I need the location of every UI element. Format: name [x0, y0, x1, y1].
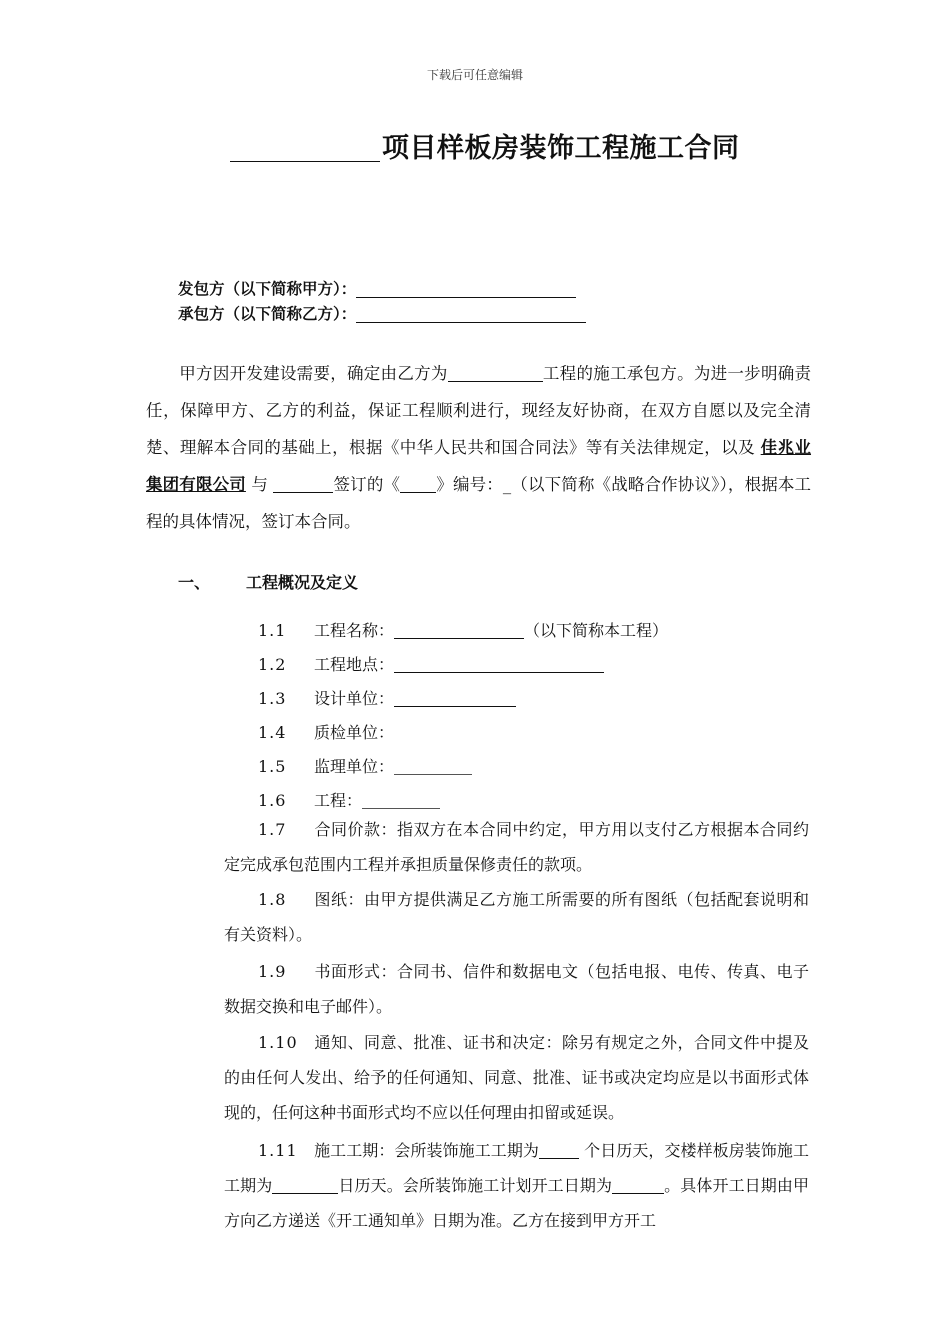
item-1-4 [258, 720, 394, 743]
intro-text-3: 与 [245, 475, 274, 494]
intro-text-2: 工程的施工承包方。为进一步明确责任，保障甲方、乙方的利益，保证工程顺利进行，现经友好协商，在双方自愿以及完全清楚、理解本合同的基础上，根据《中华人民共和国合同法》等有关法律规定，以及 [146, 364, 812, 457]
section-number: 一、 [178, 573, 211, 592]
item-number: 1.5 [258, 757, 287, 776]
item-blank [362, 795, 440, 809]
intro-paragraph [146, 355, 811, 540]
intro-text-5: 》编号：_（以下简称《战略合作协议》），根据本工程的具体情况，签订本合同。 [146, 475, 812, 531]
item-blank-1 [539, 1144, 579, 1159]
item-blank [394, 625, 524, 639]
item-text-b: 个日历天，交楼样板房装饰施工工期为 [224, 1141, 809, 1195]
item-1-2 [258, 652, 604, 675]
party-a-label: 发包方（以下简称甲方）： [178, 280, 357, 298]
item-label: 工程： [314, 791, 363, 810]
page-title [230, 126, 740, 165]
item-label: 质检单位： [314, 723, 395, 742]
title-text: 项目样板房装饰工程施工合同 [382, 133, 740, 164]
item-number: 1.6 [258, 791, 287, 810]
party-b-blank [356, 308, 586, 323]
item-number: 1.9 [258, 962, 287, 981]
item-label: 监理单位： [314, 757, 395, 776]
intro-text-1: 甲方因开发建设需要，确定由乙方为 [179, 364, 448, 383]
item-text: 书面形式：合同书、信件和数据电文（包括电报、电传、传真、电子数据交换和电子邮件）。 [224, 962, 809, 1016]
party-b [178, 302, 586, 324]
item-1-5 [258, 754, 472, 777]
section-title: 工程概况及定义 [246, 573, 359, 592]
item-label: 工程名称： [314, 621, 395, 640]
item-number: 1.4 [258, 723, 287, 742]
item-1-8 [224, 882, 809, 952]
item-suffix: （以下简称本工程） [524, 621, 669, 640]
item-1-7 [224, 812, 809, 882]
item-1-1 [258, 618, 668, 641]
item-blank [394, 693, 516, 707]
title-blank [230, 135, 380, 162]
item-text-c: 日历天。会所装饰施工计划开工日期为 [338, 1176, 613, 1195]
section-heading [178, 570, 358, 593]
item-1-6 [258, 788, 440, 811]
item-1-11 [224, 1133, 809, 1238]
party-a-blank [356, 283, 576, 298]
item-text-d: 。具体开工日期由甲方向乙方递送《开工通知单》日期为准。乙方在接到甲方开工 [224, 1176, 809, 1230]
intro-blank-1 [448, 367, 543, 382]
item-number: 1.2 [258, 655, 287, 674]
header-note: 下载后可任意编辑 [426, 68, 523, 82]
item-number: 1.10 [258, 1033, 298, 1052]
item-1-9 [224, 954, 809, 1024]
item-blank [394, 761, 472, 775]
intro-text-4: 签订的《 [333, 475, 401, 494]
item-text-a: 施工工期：会所装饰施工工期为 [314, 1141, 539, 1160]
company-name: 佳兆业集团有限公司 [146, 438, 812, 494]
item-label: 设计单位： [314, 689, 395, 708]
item-text: 通知、同意、批准、证书和决定：除另有规定之外，合同文件中提及的由任何人发出、给予的任何通知、同意、批准、证书或决定均应是以书面形式体现的，任何这种书面形式均不应以任何理由扣留或延误。 [224, 1033, 809, 1122]
item-label: 工程地点： [314, 655, 395, 674]
item-number: 1.8 [258, 890, 287, 909]
item-1-10 [224, 1025, 809, 1130]
intro-blank-2 [273, 478, 333, 493]
item-text: 合同价款：指双方在本合同中约定，甲方用以支付乙方根据本合同约定完成承包范围内工程并承担质量保修责任的款项。 [224, 820, 809, 874]
intro-blank-3 [400, 478, 436, 493]
party-a [178, 277, 576, 299]
item-number: 1.11 [258, 1141, 298, 1160]
item-blank-2 [272, 1179, 338, 1194]
party-b-label: 承包方（以下简称乙方）： [178, 305, 357, 323]
item-number: 1.3 [258, 689, 287, 708]
item-1-3 [258, 686, 516, 709]
item-number: 1.7 [258, 820, 287, 839]
item-blank [394, 659, 604, 673]
item-number: 1.1 [258, 621, 287, 640]
item-text: 图纸：由甲方提供满足乙方施工所需要的所有图纸（包括配套说明和有关资料）。 [224, 890, 809, 944]
item-blank-3 [612, 1179, 664, 1194]
